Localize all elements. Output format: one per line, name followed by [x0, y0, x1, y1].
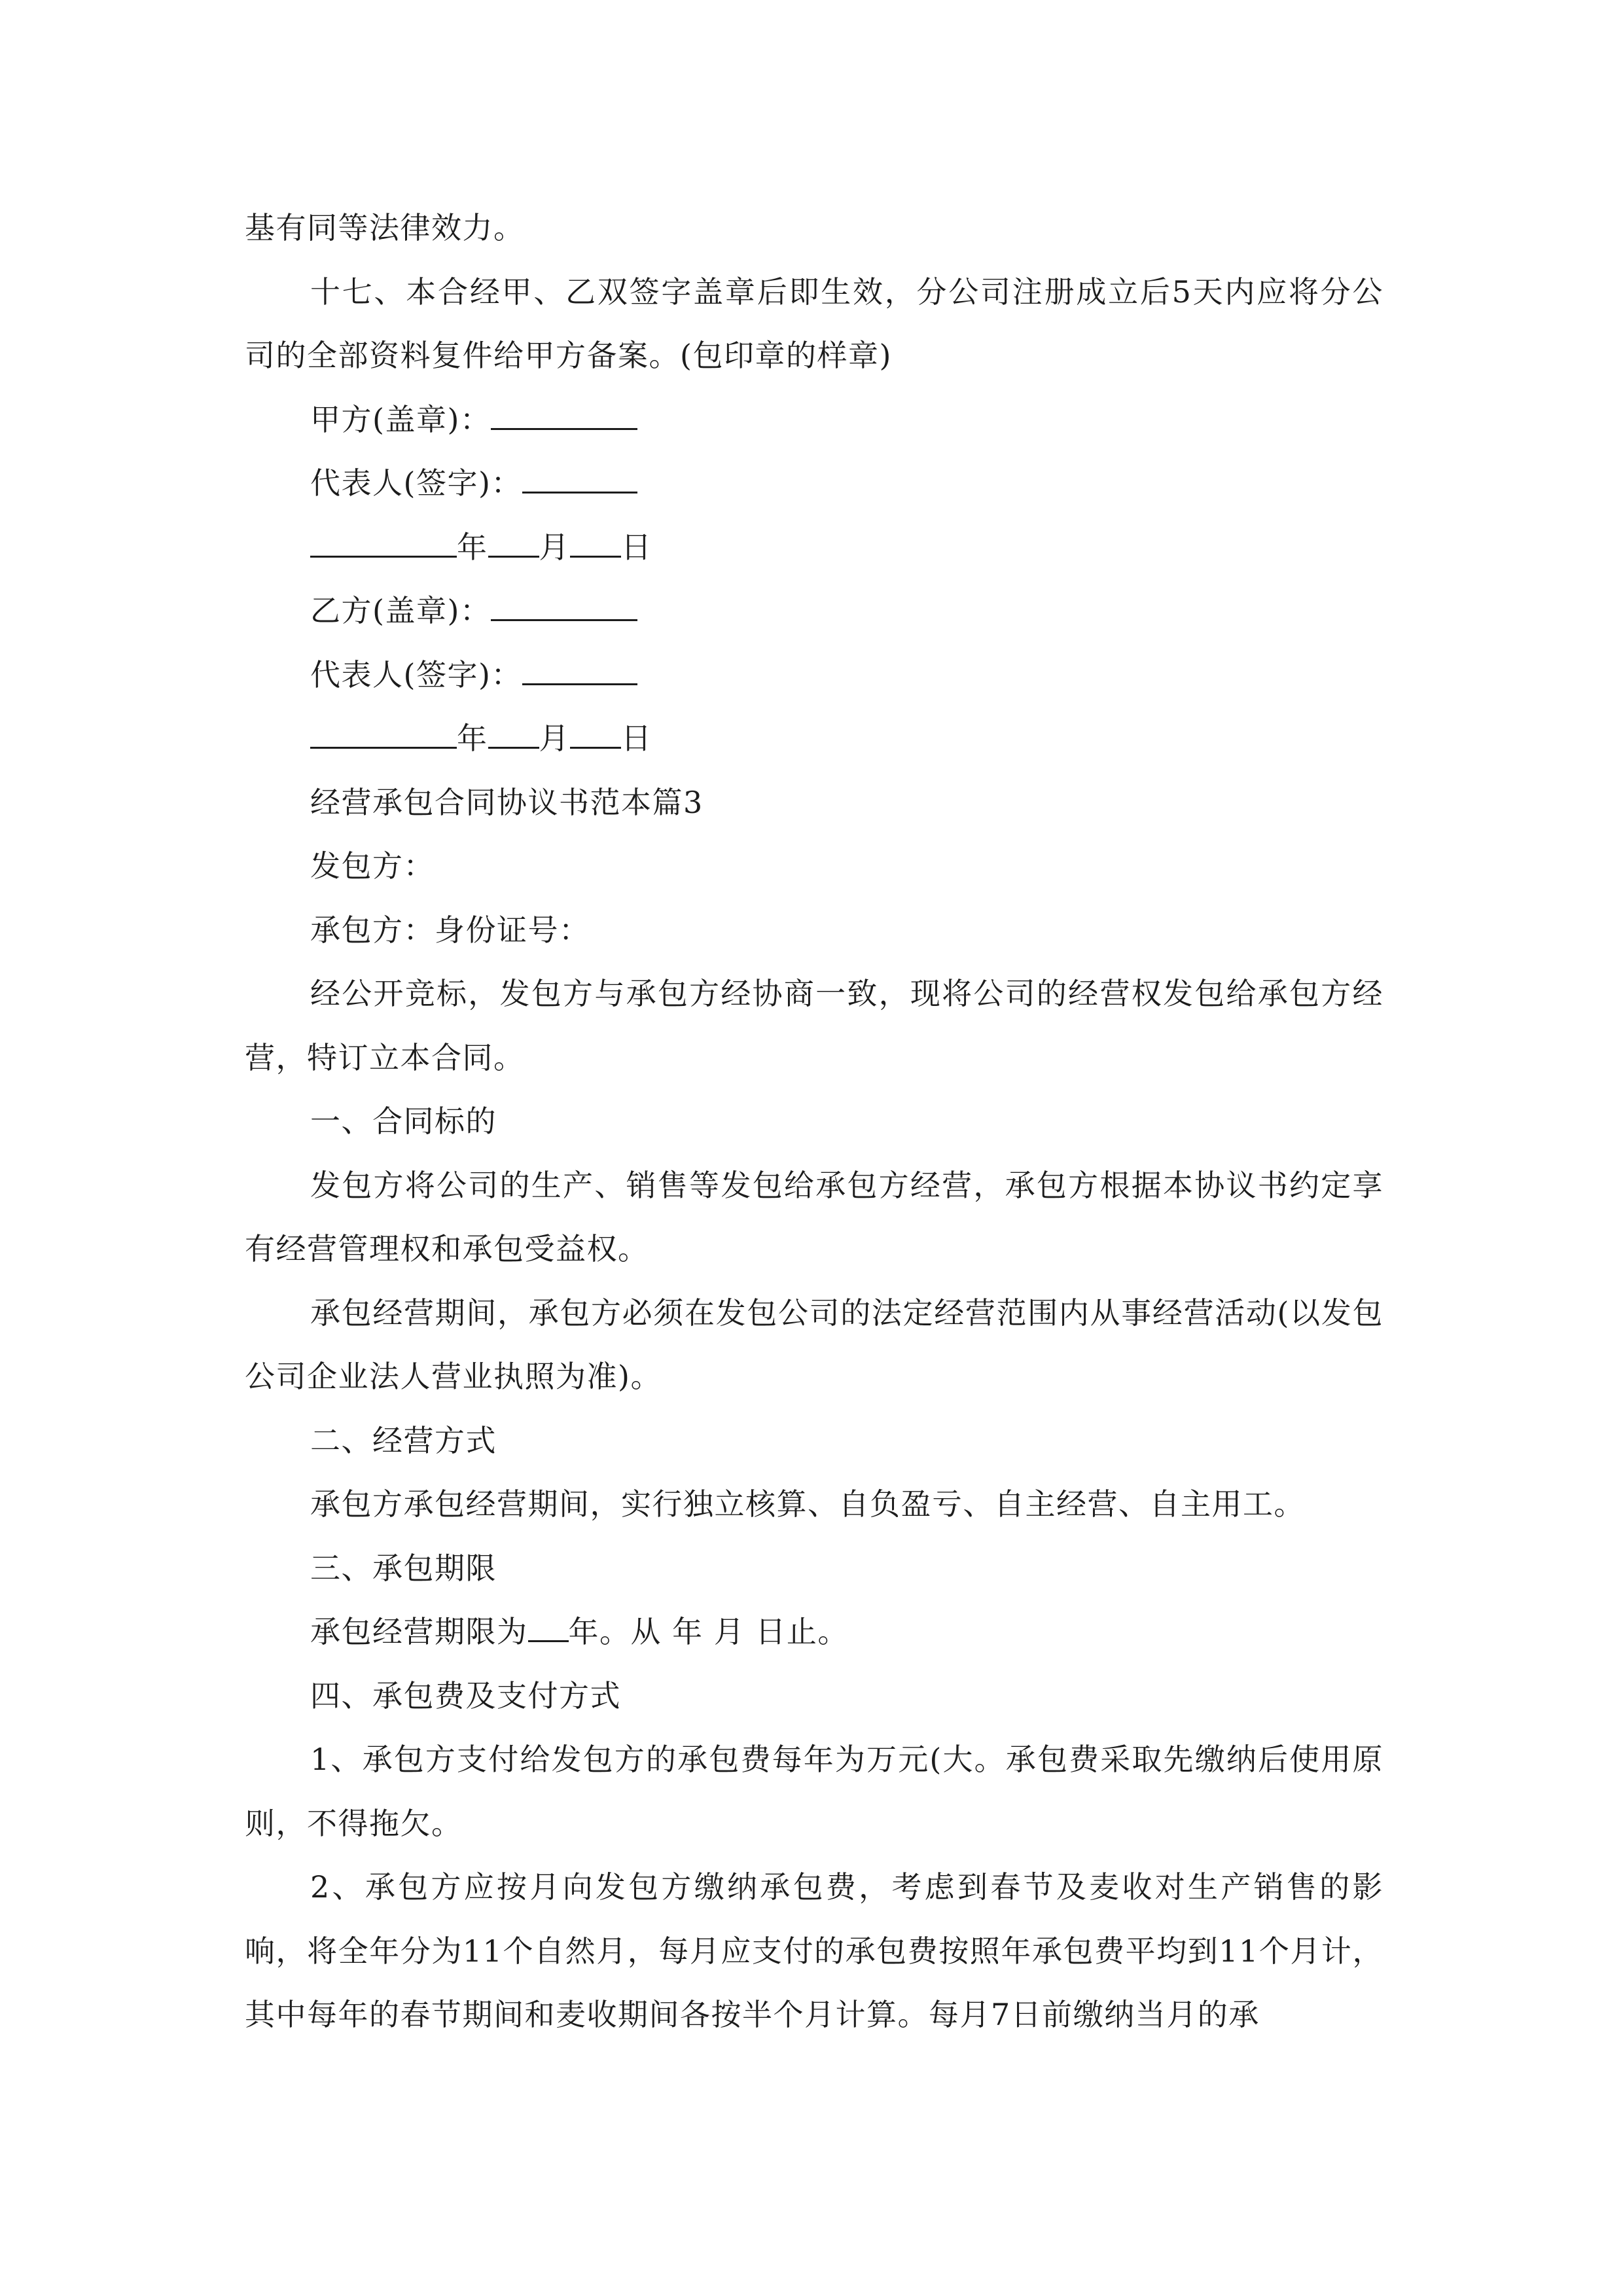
- paragraph-subject-scope: 发包方将公司的生产、销售等发包给承包方经营，承包方根据本协议书约定享有经营管理权和承包受益权。: [245, 1167, 1383, 1266]
- paragraph-legal-effect: 基有同等法律效力。: [245, 210, 525, 245]
- party-b-seal-label: 乙方(盖章)：: [310, 593, 491, 628]
- party-a-month-blank: [488, 529, 539, 558]
- party-b-day-label: 日: [621, 721, 652, 756]
- party-b-seal-blank: [491, 593, 637, 621]
- field-contractor-issuer: 发包方：: [310, 848, 435, 884]
- paragraph-operation-mode: 承包方承包经营期间，实行独立核算、自负盈亏、自主经营、自主用工。: [310, 1486, 1305, 1522]
- field-contractor-id: 承包方：身份证号：: [310, 912, 590, 948]
- party-a-representative-label: 代表人(签字)：: [310, 465, 522, 501]
- signature-party-b-representative: [245, 643, 1383, 708]
- heading-operation-mode: 二、经营方式: [310, 1422, 497, 1458]
- section-title-sample-3: 经营承包合同协议书范本篇3: [310, 784, 704, 820]
- party-b-year-label: 年: [457, 721, 488, 756]
- signature-party-a-seal: [245, 388, 1383, 452]
- party-a-day-blank: [570, 529, 621, 558]
- party-b-representative-blank: [522, 657, 637, 685]
- party-b-month-label: 月: [539, 721, 570, 756]
- paragraph-contract-term: [245, 1600, 1383, 1664]
- signature-party-b-date: [245, 707, 1383, 771]
- party-b-month-blank: [488, 721, 539, 749]
- party-a-day-label: 日: [621, 529, 652, 565]
- heading-contract-subject: 一、合同标的: [310, 1103, 497, 1139]
- party-b-representative-label: 代表人(签字)：: [310, 656, 522, 692]
- heading-contract-term: 三、承包期限: [310, 1550, 497, 1586]
- signature-party-a-date: [245, 516, 1383, 580]
- signature-party-b-seal: [245, 579, 1383, 643]
- party-a-month-label: 月: [539, 529, 570, 565]
- paragraph-fee-item-1: 1、承包方支付给发包方的承包费每年为万元(大。承包费采取先缴纳后使用原则，不得拖欠。: [245, 1742, 1383, 1841]
- paragraph-business-scope: 承包经营期间，承包方必须在发包公司的法定经营范围内从事经营活动(以发包公司企业法人营业执照为准)。: [245, 1295, 1383, 1394]
- party-a-seal-label: 甲方(盖章)：: [310, 401, 491, 437]
- party-b-day-blank: [570, 721, 621, 749]
- heading-fee-payment: 四、承包费及支付方式: [310, 1677, 621, 1713]
- paragraph-clause-17: 十七、本合经甲、乙双签字盖章后即生效，分公司注册成立后5天内应将分公司的全部资料复件给甲方备案。(包印章的样章): [245, 274, 1383, 373]
- party-a-year-label: 年: [457, 529, 488, 565]
- contract-term-prefix: 承包经营期限为: [310, 1614, 528, 1649]
- signature-party-a-representative: [245, 452, 1383, 516]
- document-body: [245, 196, 1383, 2047]
- party-b-year-blank: [310, 721, 457, 749]
- contract-term-suffix: 年。从 年 月 日止。: [568, 1614, 849, 1649]
- party-a-representative-blank: [522, 465, 637, 493]
- contract-term-years-blank: [528, 1614, 569, 1642]
- paragraph-preamble: 经公开竞标，发包方与承包方经协商一致，现将公司的经营权发包给承包方经营，特订立本合同。: [245, 976, 1383, 1075]
- paragraph-fee-item-2: 2、承包方应按月向发包方缴纳承包费，考虑到春节及麦收对生产销售的影响，将全年分为11个自然月，每月应支付的承包费按照年承包费平均到11个月计，其中每年的春节期间和麦收期间各按半个月计算。每月7日前缴纳当月的承: [245, 1869, 1383, 2032]
- party-a-year-blank: [310, 529, 457, 558]
- party-a-seal-blank: [491, 402, 637, 430]
